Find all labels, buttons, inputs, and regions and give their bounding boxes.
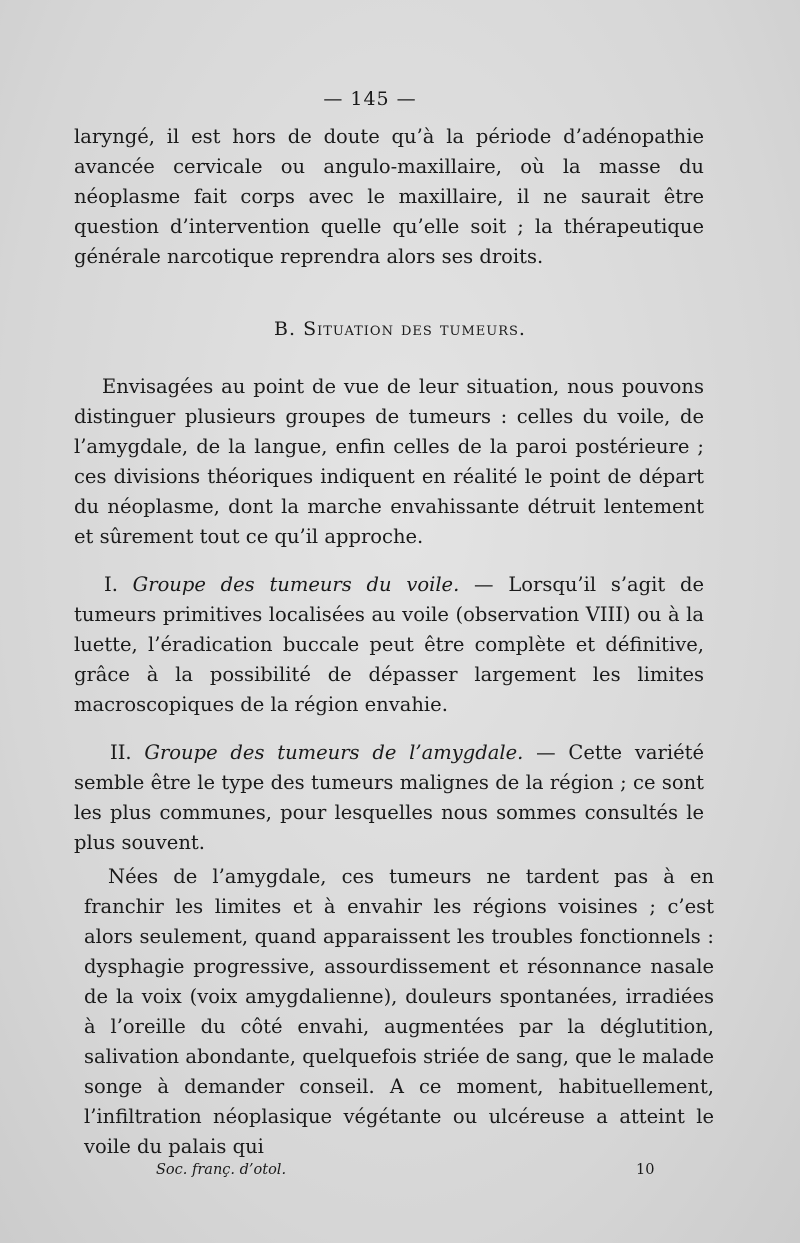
section-prefix: B. <box>274 318 297 340</box>
group-title-amygdale: Groupe des tumeurs de l’amygdale. <box>144 741 524 764</box>
paragraph-situation: Envisagées au point de vue de leur situation, nous pouvons distinguer plusieurs groupes de tumeurs : celles du voile, de l’amygdale, de la langue, enfin celles de la paroi postérieure ; ces divisions théoriques indiquent en réalité le point de départ du néoplasme, dont la marche envahissante détruit lentement et sûrement tout ce qu’il approche. <box>74 375 704 548</box>
group-number-2: II. <box>110 741 132 764</box>
group-body-amygdale: — Cette variété semble être le type des tumeurs malignes de la région ; ce sont les plus communes, pour lesquelles nous sommes consultés le plus souvent. <box>74 741 704 854</box>
group-number-1: I. <box>104 573 118 596</box>
page-number: — 145 — <box>323 88 417 110</box>
footer-signature-number: 10 <box>636 1162 655 1178</box>
footer-journal: Soc. franç. d’otol. <box>156 1162 287 1178</box>
paragraph-nees: Nées de l’amygdale, ces tumeurs ne tardent pas à en franchir les limites et à envahir les régions voisines ; c’est alors seulement, quand apparaissent les troubles fonctionnels : dysphagie progressive, assourdissement et résonnance nasale de la voix (voix amygdalienne), douleurs spontanées, irradiées à l’oreille du côté envahi, augmentées par la déglutition, salivation abondante, quelquefois striée de sang, que le malade songe à demander conseil. A ce moment, habituellement, l’infiltration néoplasique végétante ou ulcéreuse a atteint le voile du palais qui <box>84 865 714 1158</box>
paragraph-voile <box>74 570 704 720</box>
section-heading <box>0 318 800 340</box>
group-title-voile: Groupe des tumeurs du voile. <box>132 573 460 596</box>
paragraph-intro: laryngé, il est hors de doute qu’à la période d’adénopathie avancée cervicale ou angulo-maxillaire, où la masse du néoplasme fait corps avec le maxillaire, il ne saurait être question d’intervention quelle qu’elle soit ; la thérapeutique générale narcotique reprendra alors ses droits. <box>74 125 704 268</box>
group-body-voile: — Lorsqu’il s’agit de tumeurs primitives localisées au voile (observation VIII) ou à la luette, l’éradication buccale peut être complète et définitive, grâce à la possibilité de dépasser largement les limites macroscopiques de la région envahie. <box>74 573 704 716</box>
paragraph-amygdale <box>74 738 704 858</box>
section-title: Situation des tumeurs. <box>303 318 526 340</box>
